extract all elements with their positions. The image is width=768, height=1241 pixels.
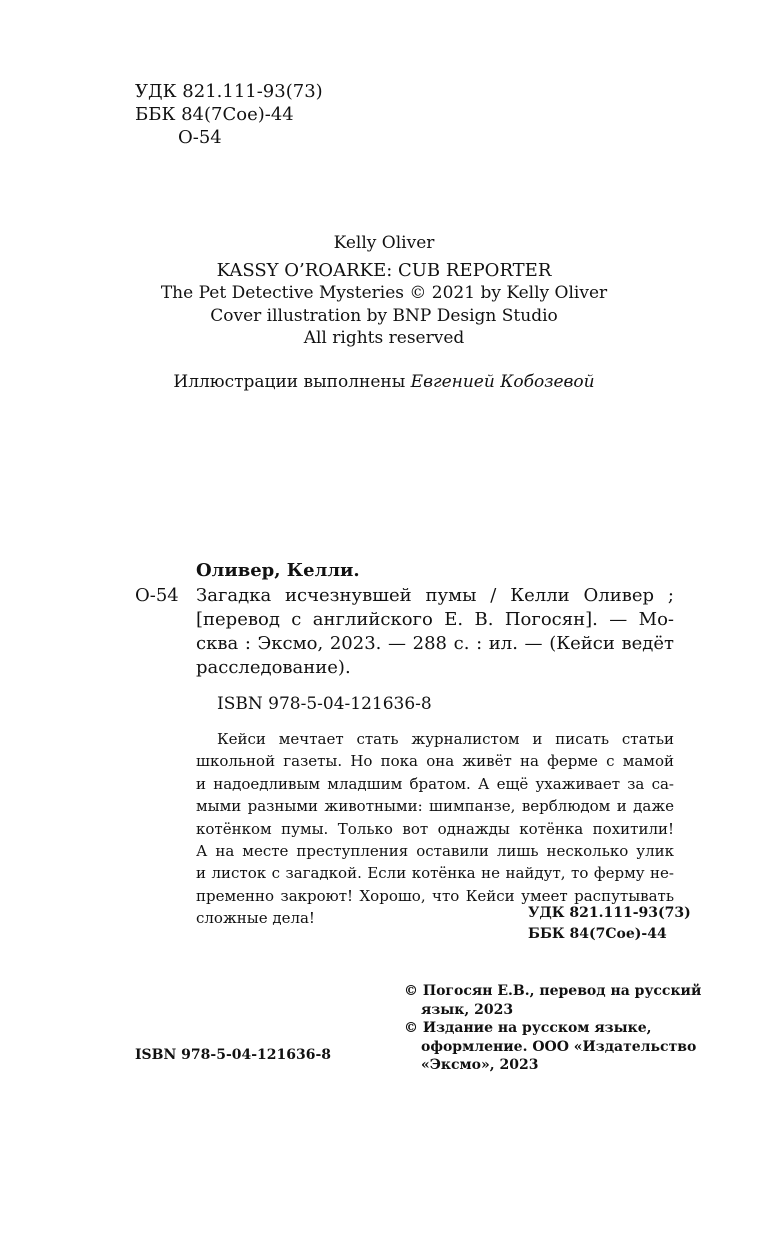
annotation-line: школьной газеты. Но пока она живёт на ферме с мамой xyxy=(196,752,674,771)
catalog-code: О-54 xyxy=(135,585,179,606)
annotation-line: сложные дела! xyxy=(196,909,315,928)
translation-copyright: © Погосян Е.В., перевод на русский xyxy=(404,983,702,999)
cover-credit: Cover illustration by BNP Design Studio xyxy=(210,305,558,326)
description-line: расследование). xyxy=(196,657,351,678)
annotation-line: мыми разными животными: шимпанзе, верблюдом и даже xyxy=(196,797,674,816)
author-mark: О-54 xyxy=(178,127,222,148)
bbk-code: ББК 84(7Сое)-44 xyxy=(135,104,294,125)
edition-copyright-year: «Эксмо», 2023 xyxy=(421,1057,539,1073)
classification-codes xyxy=(135,80,323,149)
translation-copyright-cont: язык, 2023 xyxy=(421,1001,514,1018)
classification-codes-right xyxy=(528,903,691,945)
annotation-line: А на месте преступления оставили лишь несколько улик xyxy=(196,842,674,861)
original-rights-block xyxy=(0,232,768,350)
annotation-line: Кейси мечтает стать журналистом и писать статьи xyxy=(217,730,674,748)
annotation-line: пременно закроют! Хорошо, что Кейси умеет распутывать xyxy=(196,886,674,905)
edition-copyright-cont: оформление. ООО «Издательство xyxy=(421,1038,697,1055)
original-author: Kelly Oliver xyxy=(333,233,435,253)
description-line: Загадка исчезнувшей пумы / Келли Оливер ; xyxy=(196,585,674,606)
catalog-author-heading: Оливер, Келли. xyxy=(196,560,360,581)
copyright-line: The Pet Detective Mysteries © 2021 by Kelly Oliver xyxy=(160,283,608,303)
edition-copyright: © Издание на русском языке, xyxy=(404,1020,652,1036)
original-title: KASSY O’ROARKE: CUB REPORTER xyxy=(216,259,552,281)
illustrations-credit xyxy=(0,372,768,392)
isbn-bottom: ISBN 978-5-04-121636-8 xyxy=(135,1047,332,1063)
annotation-line: котёнком пумы. Только вот однажды котёнка похитили! xyxy=(196,819,674,838)
rights-reserved: All rights reserved xyxy=(303,328,465,348)
description-line: [перевод с английского Е. В. Погосян]. — Мо- xyxy=(196,609,674,630)
illustrator-name: Евгенией Кобозевой xyxy=(410,372,595,392)
udk-code: УДК 821.111-93(73) xyxy=(135,81,323,102)
description-line: сква : Эксмо, 2023. — 288 с. : ил. — (Кейси ведёт xyxy=(196,633,674,654)
copyrights-block xyxy=(404,982,702,1075)
annotation xyxy=(196,728,674,930)
catalog-description xyxy=(196,584,674,680)
udk-code-right: УДК 821.111-93(73) xyxy=(528,905,691,921)
catalog-isbn: ISBN 978-5-04-121636-8 xyxy=(217,694,432,714)
annotation-line: и листок с загадкой. Если котёнка не найдут, то ферму не- xyxy=(196,864,674,883)
bbk-code-right: ББК 84(7Сое)-44 xyxy=(528,926,667,942)
annotation-line: и надоедливым младшим братом. А ещё ухаживает за са- xyxy=(196,774,674,793)
illustrations-prefix: Иллюстрации выполнены xyxy=(173,372,411,392)
